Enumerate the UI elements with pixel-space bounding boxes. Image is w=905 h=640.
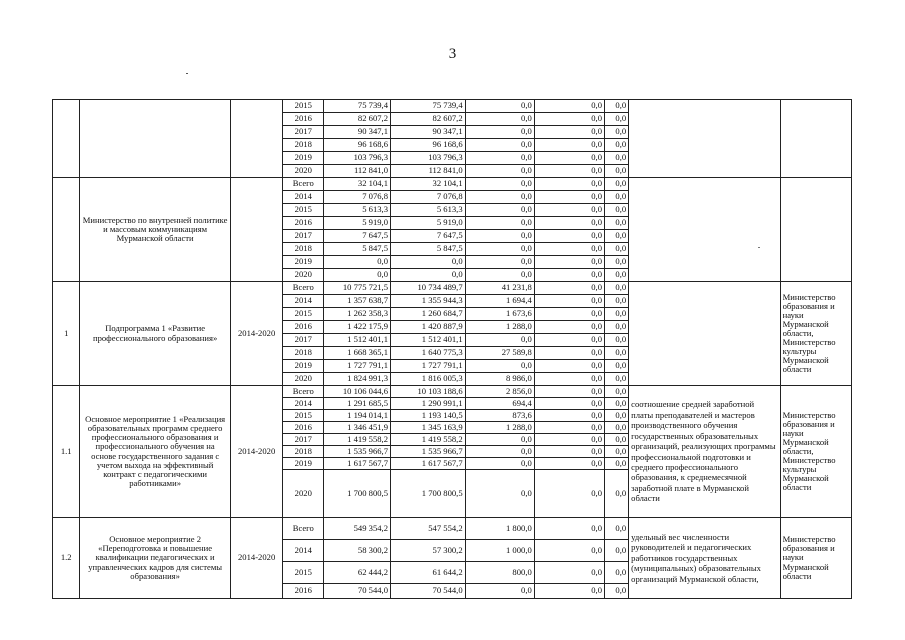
year-cell: 2016 — [283, 321, 324, 334]
total-cell: 1 357 638,7 — [324, 295, 391, 308]
local-budget-cell: 0,0 — [534, 152, 604, 165]
executor-cell: Министерство образования и науки Мурманской области — [780, 518, 851, 599]
federal-budget-cell: 0,0 — [465, 256, 534, 269]
total-cell: 1 419 558,2 — [324, 434, 391, 446]
year-cell: 2019 — [283, 152, 324, 165]
other-sources-cell: 0,0 — [605, 256, 629, 269]
federal-budget-cell: 0,0 — [465, 458, 534, 470]
total-cell: 1 262 358,3 — [324, 308, 391, 321]
executor-cell: Министерство образования и науки Мурманской области, Министерство культуры Мурманской области — [780, 386, 851, 518]
indicator-cell: соотношение средней заработной платы преподавателей и мастеров производственного обучения государственных образовательных организаций, реализующих программы профессиональной подготовки и среднего профессионального образования, к среднемесячной заработной плате в Мурманской области — [629, 386, 780, 518]
federal-budget-cell: 1 288,0 — [465, 321, 534, 334]
year-cell: 2015 — [283, 410, 324, 422]
other-sources-cell: 0,0 — [605, 269, 629, 282]
year-cell: 2017 — [283, 126, 324, 139]
regional-budget-cell: 1 420 887,9 — [391, 321, 466, 334]
year-cell: 2016 — [283, 113, 324, 126]
item-number-cell: 1.2 — [53, 518, 80, 599]
regional-budget-cell: 547 554,2 — [391, 518, 466, 540]
other-sources-cell: 0,0 — [605, 191, 629, 204]
regional-budget-cell: 1 290 991,1 — [391, 398, 466, 410]
regional-budget-cell: 1 640 775,3 — [391, 347, 466, 360]
federal-budget-cell: 0,0 — [465, 434, 534, 446]
other-sources-cell: 0,0 — [605, 410, 629, 422]
year-cell: 2018 — [283, 347, 324, 360]
local-budget-cell: 0,0 — [534, 217, 604, 230]
regional-budget-cell: 1 617 567,7 — [391, 458, 466, 470]
total-cell: 1 512 401,1 — [324, 334, 391, 347]
regional-budget-cell: 103 796,3 — [391, 152, 466, 165]
other-sources-cell: 0,0 — [605, 386, 629, 398]
local-budget-cell: 0,0 — [534, 126, 604, 139]
page-number: 3 — [448, 46, 457, 62]
total-cell: 7 647,5 — [324, 230, 391, 243]
item-name-cell: Министерство по внутренней политике и массовым коммуникациям Мурманской области — [80, 178, 230, 282]
other-sources-cell: 0,0 — [605, 373, 629, 386]
federal-budget-cell: 27 589,8 — [465, 347, 534, 360]
other-sources-cell: 0,0 — [605, 518, 629, 540]
regional-budget-cell: 96 168,6 — [391, 139, 466, 152]
year-cell: 2018 — [283, 243, 324, 256]
other-sources-cell: 0,0 — [605, 434, 629, 446]
other-sources-cell: 0,0 — [605, 347, 629, 360]
total-cell: 5 847,5 — [324, 243, 391, 256]
federal-budget-cell: 0,0 — [465, 230, 534, 243]
local-budget-cell: 0,0 — [534, 165, 604, 178]
other-sources-cell: 0,0 — [605, 126, 629, 139]
local-budget-cell: 0,0 — [534, 446, 604, 458]
item-number-cell: 1 — [53, 282, 80, 386]
total-cell: 1 346 451,9 — [324, 422, 391, 434]
year-cell: 2015 — [283, 308, 324, 321]
federal-budget-cell: 1 673,6 — [465, 308, 534, 321]
other-sources-cell: 0,0 — [605, 295, 629, 308]
local-budget-cell: 0,0 — [534, 321, 604, 334]
total-cell: 1 824 991,3 — [324, 373, 391, 386]
federal-budget-cell: 800,0 — [465, 562, 534, 584]
indicator-cell: удельный вес численности руководителей и педагогических работников государственных (муниципальных) образовательных организаций Мурманской области, — [629, 518, 780, 599]
regional-budget-cell: 1 535 966,7 — [391, 446, 466, 458]
executor-cell: Министерство образования и науки Мурманской области, Министерство культуры Мурманской области — [780, 282, 851, 386]
period-cell: 2014-2020 — [230, 282, 283, 386]
local-budget-cell: 0,0 — [534, 422, 604, 434]
regional-budget-cell: 0,0 — [391, 269, 466, 282]
local-budget-cell: 0,0 — [534, 204, 604, 217]
regional-budget-cell: 1 512 401,1 — [391, 334, 466, 347]
other-sources-cell: 0,0 — [605, 422, 629, 434]
year-cell: Всего — [283, 518, 324, 540]
regional-budget-cell: 10 734 489,7 — [391, 282, 466, 295]
regional-budget-cell: 1 700 800,5 — [391, 470, 466, 518]
item-name-cell: Основное мероприятие 1 «Реализация образовательных программ среднего профессионального образования и профессионального обучения на основе государственного задания с учетом выхода на эффективный контракт с педагогическими работниками» — [80, 386, 230, 518]
year-cell: 2019 — [283, 256, 324, 269]
other-sources-cell: 0,0 — [605, 139, 629, 152]
other-sources-cell: 0,0 — [605, 360, 629, 373]
item-name-cell — [80, 100, 230, 178]
year-cell: 2020 — [283, 269, 324, 282]
local-budget-cell: 0,0 — [534, 386, 604, 398]
federal-budget-cell: 0,0 — [465, 217, 534, 230]
year-cell: Всего — [283, 386, 324, 398]
federal-budget-cell: 0,0 — [465, 100, 534, 113]
regional-budget-cell: 0,0 — [391, 256, 466, 269]
regional-budget-cell: 5 919,0 — [391, 217, 466, 230]
regional-budget-cell: 5 613,3 — [391, 204, 466, 217]
federal-budget-cell: 0,0 — [465, 446, 534, 458]
year-cell: 2017 — [283, 434, 324, 446]
local-budget-cell: 0,0 — [534, 410, 604, 422]
local-budget-cell: 0,0 — [534, 360, 604, 373]
regional-budget-cell: 1 355 944,3 — [391, 295, 466, 308]
federal-budget-cell: 0,0 — [465, 334, 534, 347]
local-budget-cell: 0,0 — [534, 458, 604, 470]
local-budget-cell: 0,0 — [534, 178, 604, 191]
local-budget-cell: 0,0 — [534, 256, 604, 269]
year-cell: 2015 — [283, 100, 324, 113]
period-cell — [230, 178, 283, 282]
total-cell: 75 739,4 — [324, 100, 391, 113]
federal-budget-cell: 41 231,8 — [465, 282, 534, 295]
total-cell: 1 291 685,5 — [324, 398, 391, 410]
item-number-cell: 1.1 — [53, 386, 80, 518]
table-row — [53, 386, 852, 398]
item-name-cell: Основное мероприятие 2 «Переподготовка и повышение квалификации педагогических и управленческих кадров для системы образования» — [80, 518, 230, 599]
federal-budget-cell: 0,0 — [465, 191, 534, 204]
regional-budget-cell: 57 300,2 — [391, 540, 466, 562]
local-budget-cell: 0,0 — [534, 230, 604, 243]
local-budget-cell: 0,0 — [534, 100, 604, 113]
federal-budget-cell: 0,0 — [465, 152, 534, 165]
federal-budget-cell: 0,0 — [465, 178, 534, 191]
regional-budget-cell: 1 260 684,7 — [391, 308, 466, 321]
federal-budget-cell: 0,0 — [465, 113, 534, 126]
regional-budget-cell: 75 739,4 — [391, 100, 466, 113]
regional-budget-cell: 1 193 140,5 — [391, 410, 466, 422]
federal-budget-cell: 0,0 — [465, 269, 534, 282]
total-cell: 1 727 791,1 — [324, 360, 391, 373]
total-cell: 1 700 800,5 — [324, 470, 391, 518]
total-cell: 96 168,6 — [324, 139, 391, 152]
local-budget-cell: 0,0 — [534, 243, 604, 256]
year-cell: 2017 — [283, 230, 324, 243]
local-budget-cell: 0,0 — [534, 295, 604, 308]
other-sources-cell: 0,0 — [605, 100, 629, 113]
local-budget-cell: 0,0 — [534, 113, 604, 126]
other-sources-cell: 0,0 — [605, 470, 629, 518]
total-cell: 1 422 175,9 — [324, 321, 391, 334]
total-cell: 58 300,2 — [324, 540, 391, 562]
period-cell — [230, 100, 283, 178]
total-cell: 62 444,2 — [324, 562, 391, 584]
other-sources-cell: 0,0 — [605, 334, 629, 347]
year-cell: 2015 — [283, 562, 324, 584]
regional-budget-cell: 10 103 188,6 — [391, 386, 466, 398]
federal-budget-cell: 1 694,4 — [465, 295, 534, 308]
local-budget-cell: 0,0 — [534, 434, 604, 446]
indicator-cell — [629, 282, 780, 386]
item-number-cell — [53, 100, 80, 178]
other-sources-cell: 0,0 — [605, 458, 629, 470]
federal-budget-cell: 0,0 — [465, 243, 534, 256]
total-cell: 549 354,2 — [324, 518, 391, 540]
federal-budget-cell: 0,0 — [465, 126, 534, 139]
other-sources-cell: 0,0 — [605, 152, 629, 165]
local-budget-cell: 0,0 — [534, 139, 604, 152]
regional-budget-cell: 7 076,8 — [391, 191, 466, 204]
year-cell: 2016 — [283, 422, 324, 434]
indicator-cell — [629, 178, 780, 282]
local-budget-cell: 0,0 — [534, 540, 604, 562]
other-sources-cell: 0,0 — [605, 204, 629, 217]
period-cell: 2014-2020 — [230, 518, 283, 599]
total-cell: 1 194 014,1 — [324, 410, 391, 422]
other-sources-cell: 0,0 — [605, 282, 629, 295]
regional-budget-cell: 32 104,1 — [391, 178, 466, 191]
other-sources-cell: 0,0 — [605, 243, 629, 256]
year-cell: 2016 — [283, 217, 324, 230]
table-row — [53, 282, 852, 295]
year-cell: 2017 — [283, 334, 324, 347]
local-budget-cell: 0,0 — [534, 334, 604, 347]
other-sources-cell: 0,0 — [605, 540, 629, 562]
other-sources-cell: 0,0 — [605, 178, 629, 191]
table-row — [53, 100, 852, 113]
year-cell: 2014 — [283, 295, 324, 308]
year-cell: 2014 — [283, 540, 324, 562]
federal-budget-cell: 873,6 — [465, 410, 534, 422]
item-number-cell — [53, 178, 80, 282]
regional-budget-cell: 90 347,1 — [391, 126, 466, 139]
local-budget-cell: 0,0 — [534, 308, 604, 321]
year-cell: 2020 — [283, 470, 324, 518]
regional-budget-cell: 7 647,5 — [391, 230, 466, 243]
federal-budget-cell: 1 288,0 — [465, 422, 534, 434]
total-cell: 5 613,3 — [324, 204, 391, 217]
total-cell: 0,0 — [324, 256, 391, 269]
local-budget-cell: 0,0 — [534, 584, 604, 599]
year-cell: 2020 — [283, 165, 324, 178]
year-cell: 2020 — [283, 373, 324, 386]
total-cell: 1 535 966,7 — [324, 446, 391, 458]
total-cell: 1 668 365,1 — [324, 347, 391, 360]
other-sources-cell: 0,0 — [605, 398, 629, 410]
federal-budget-cell: 0,0 — [465, 360, 534, 373]
executor-cell — [780, 178, 851, 282]
total-cell: 10 775 721,5 — [324, 282, 391, 295]
regional-budget-cell: 61 644,2 — [391, 562, 466, 584]
federal-budget-cell: 1 800,0 — [465, 518, 534, 540]
local-budget-cell: 0,0 — [534, 373, 604, 386]
total-cell: 1 617 567,7 — [324, 458, 391, 470]
total-cell: 10 106 044,6 — [324, 386, 391, 398]
local-budget-cell: 0,0 — [534, 398, 604, 410]
federal-budget-cell: 0,0 — [465, 470, 534, 518]
year-cell: 2015 — [283, 204, 324, 217]
other-sources-cell: 0,0 — [605, 230, 629, 243]
period-cell: 2014-2020 — [230, 386, 283, 518]
year-cell: 2014 — [283, 191, 324, 204]
other-sources-cell: 0,0 — [605, 446, 629, 458]
total-cell: 112 841,0 — [324, 165, 391, 178]
regional-budget-cell: 1 419 558,2 — [391, 434, 466, 446]
regional-budget-cell: 1 816 005,3 — [391, 373, 466, 386]
regional-budget-cell: 70 544,0 — [391, 584, 466, 599]
local-budget-cell: 0,0 — [534, 347, 604, 360]
other-sources-cell: 0,0 — [605, 562, 629, 584]
regional-budget-cell: 5 847,5 — [391, 243, 466, 256]
local-budget-cell: 0,0 — [534, 470, 604, 518]
year-cell: Всего — [283, 178, 324, 191]
federal-budget-cell: 0,0 — [465, 204, 534, 217]
total-cell: 5 919,0 — [324, 217, 391, 230]
other-sources-cell: 0,0 — [605, 113, 629, 126]
table-row — [53, 518, 852, 540]
total-cell: 82 607,2 — [324, 113, 391, 126]
year-cell: 2014 — [283, 398, 324, 410]
federal-budget-cell: 0,0 — [465, 165, 534, 178]
federal-budget-cell: 0,0 — [465, 139, 534, 152]
year-cell: 2016 — [283, 584, 324, 599]
item-name-cell: Подпрограмма 1 «Развитие профессионального образования» — [80, 282, 230, 386]
total-cell: 32 104,1 — [324, 178, 391, 191]
regional-budget-cell: 1 727 791,1 — [391, 360, 466, 373]
indicator-cell — [629, 100, 780, 178]
local-budget-cell: 0,0 — [534, 562, 604, 584]
local-budget-cell: 0,0 — [534, 518, 604, 540]
federal-budget-cell: 8 986,0 — [465, 373, 534, 386]
federal-budget-cell: 2 856,0 — [465, 386, 534, 398]
other-sources-cell: 0,0 — [605, 584, 629, 599]
year-cell: 2019 — [283, 458, 324, 470]
regional-budget-cell: 112 841,0 — [391, 165, 466, 178]
year-cell: 2018 — [283, 446, 324, 458]
total-cell: 0,0 — [324, 269, 391, 282]
other-sources-cell: 0,0 — [605, 321, 629, 334]
year-cell: 2018 — [283, 139, 324, 152]
local-budget-cell: 0,0 — [534, 269, 604, 282]
executor-cell — [780, 100, 851, 178]
federal-budget-cell: 1 000,0 — [465, 540, 534, 562]
federal-budget-cell: 694,4 — [465, 398, 534, 410]
local-budget-cell: 0,0 — [534, 191, 604, 204]
total-cell: 90 347,1 — [324, 126, 391, 139]
regional-budget-cell: 1 345 163,9 — [391, 422, 466, 434]
funding-table — [52, 99, 852, 599]
other-sources-cell: 0,0 — [605, 165, 629, 178]
other-sources-cell: 0,0 — [605, 217, 629, 230]
federal-budget-cell: 0,0 — [465, 584, 534, 599]
total-cell: 7 076,8 — [324, 191, 391, 204]
total-cell: 70 544,0 — [324, 584, 391, 599]
year-cell: 2019 — [283, 360, 324, 373]
regional-budget-cell: 82 607,2 — [391, 113, 466, 126]
scan-speck — [186, 73, 188, 74]
table-row — [53, 178, 852, 191]
total-cell: 103 796,3 — [324, 152, 391, 165]
other-sources-cell: 0,0 — [605, 308, 629, 321]
local-budget-cell: 0,0 — [534, 282, 604, 295]
year-cell: Всего — [283, 282, 324, 295]
